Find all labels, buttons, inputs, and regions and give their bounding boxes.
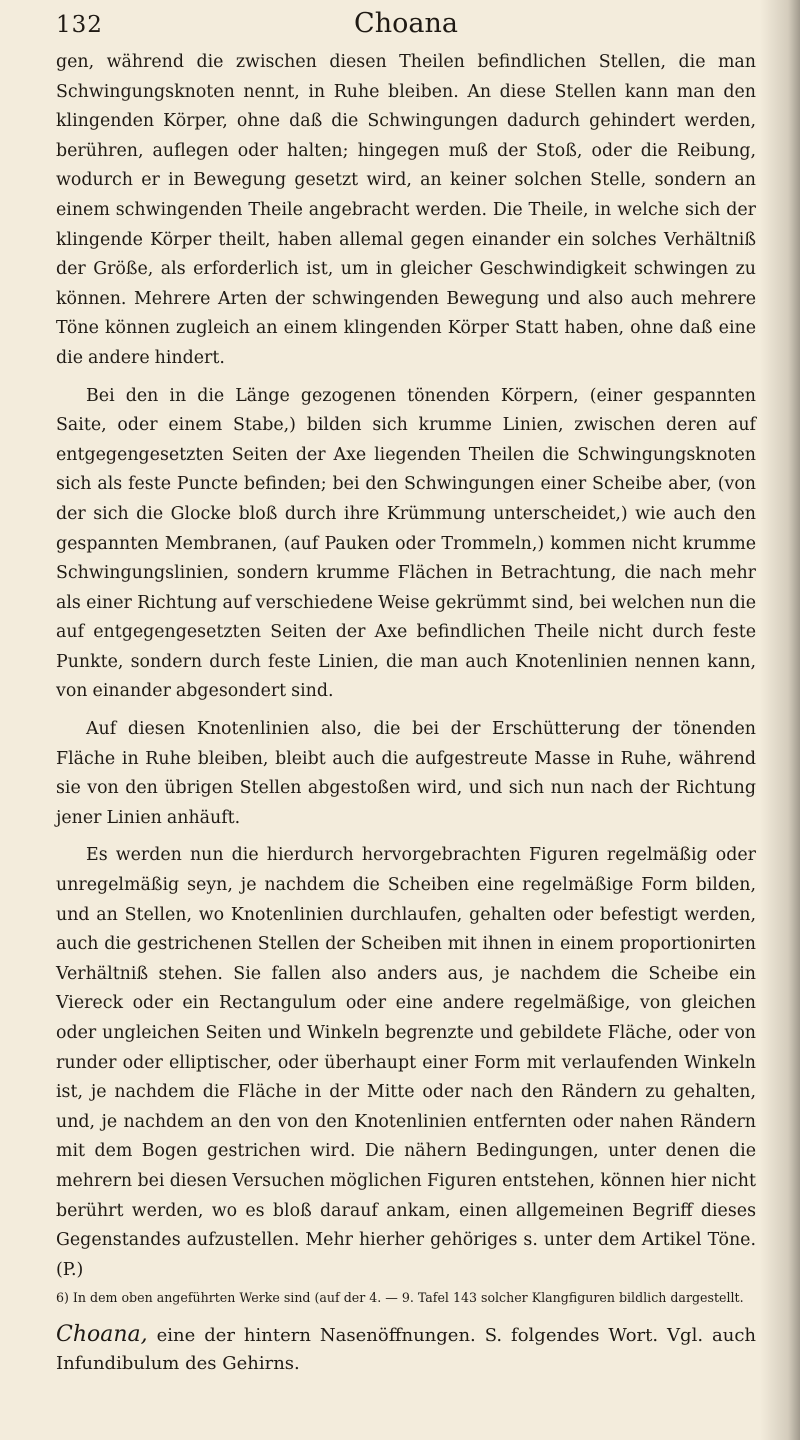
entry-headword: Choana, xyxy=(56,1322,148,1348)
paragraph-knotenlinien: Auf diesen Knotenlinien also, die bei der Erschütterung der tönenden Fläche in Ruhe bleiben, bleibt auch die aufgestreute Masse in Ruhe, während sie von den übrigen Stellen abgestoßen wird, und sich nun nach der Richtung jener Linien anhäuft. xyxy=(56,719,756,828)
paragraph-schwingungsknoten: gen, während die zwischen diesen Theilen befindlichen Stellen, die man Schwingungsknoten nennt, in Ruhe bleiben. An diese Stellen kann man den klingenden Körper, ohne daß die Schwingungen dadurch gehindert werden, berühren, auflegen oder halten; hingegen muß der Stoß, oder die Reibung, wodurch er in Bewegung gesetzt wird, an keiner solchen Stelle, sondern an einem schwingenden Theile angebracht werden. Die Theile, in welche sich der klingende Körper theilt, haben allemal gegen einander ein solches Verhältniß der Größe, als erforderlich ist, um in gleicher Geschwindigkeit schwingen zu können. Mehrere Arten der schwingenden Bewegung und also auch mehrere Töne können zugleich an einem klingenden Körper Statt haben, ohne daß eine die andere hindert. xyxy=(56,52,756,368)
running-head: Choana xyxy=(354,8,458,39)
footnote: 6) In dem oben angeführten Werke sind (auf der 4. — 9. Tafel 143 solcher Klangfiguren bildlich dargestellt. xyxy=(56,1290,744,1306)
entry-text: eine der hintern Nasenöffnungen. S. folgendes Wort. Vgl. auch Infundibulum des Gehirns. xyxy=(56,1325,756,1375)
page-edge-shadow xyxy=(760,0,800,1440)
paragraph-koerper-linien: Bei den in die Länge gezogenen tönenden Körpern, (einer gespannten Saite, oder einem Stabe,) bilden sich krumme Linien, zwischen deren auf entgegengesetzten Seiten der Axe liegenden Theilen die Schwingungsknoten sich als feste Puncte befinden; bei den Schwingungen einer Scheibe aber, (von der sich die Glocke bloß durch ihre Krümmung unterscheidet,) wie auch den gespannten Membranen, (auf Pauken oder Trommeln,) kommen nicht krumme Schwingungslinien, sondern krumme Flächen in Betrachtung, die nach mehr als einer Richtung auf verschiedene Weise gekrümmt sind, bei welchen nun die auf entgegengesetzten Seiten der Axe befindlichen Theile nicht durch feste Punkte, sondern durch feste Linien, die man auch Knotenlinien nennen kann, von einander abgesondert sind. xyxy=(56,385,756,702)
dictionary-entry xyxy=(56,1321,756,1378)
paragraph-figuren: Es werden nun die hierdurch hervorgebrachten Figuren regelmäßig oder unregelmäßig seyn, je nachdem die Scheiben eine regelmäßige Form bilden, und an Stellen, wo Knotenlinien durchlaufen, gehalten oder befestigt werden, auch die gestrichenen Stellen der Scheiben mit ihnen in einem proportionirten Verhältniß stehen. Sie fallen also anders aus, je nachdem die Scheibe ein Viereck oder ein Rectangulum oder eine andere regelmäßige, von gleichen oder ungleichen Seiten und Winkeln begrenzte und gebildete Fläche, oder von runder oder elliptischer, oder überhaupt einer Form mit verlaufenden Winkeln ist, je nachdem die Fläche in der Mitte oder nach den Rändern zu gehalten, und, je nachdem an den von den Knotenlinien entfernten oder nahen Rändern mit dem Bogen gestrichen wird. Die nähern Bedingungen, unter denen die mehrern bei diesen Versuchen möglichen Figuren entstehen, können hier nicht berührt werden, wo es bloß darauf ankam, einen allgemeinen Begriff dieses Gegenstandes aufzustellen. Mehr hierher gehöriges s. unter dem Artikel Töne. (P.) xyxy=(56,845,756,1280)
page-header xyxy=(56,8,756,48)
page-number: 132 xyxy=(56,12,103,38)
